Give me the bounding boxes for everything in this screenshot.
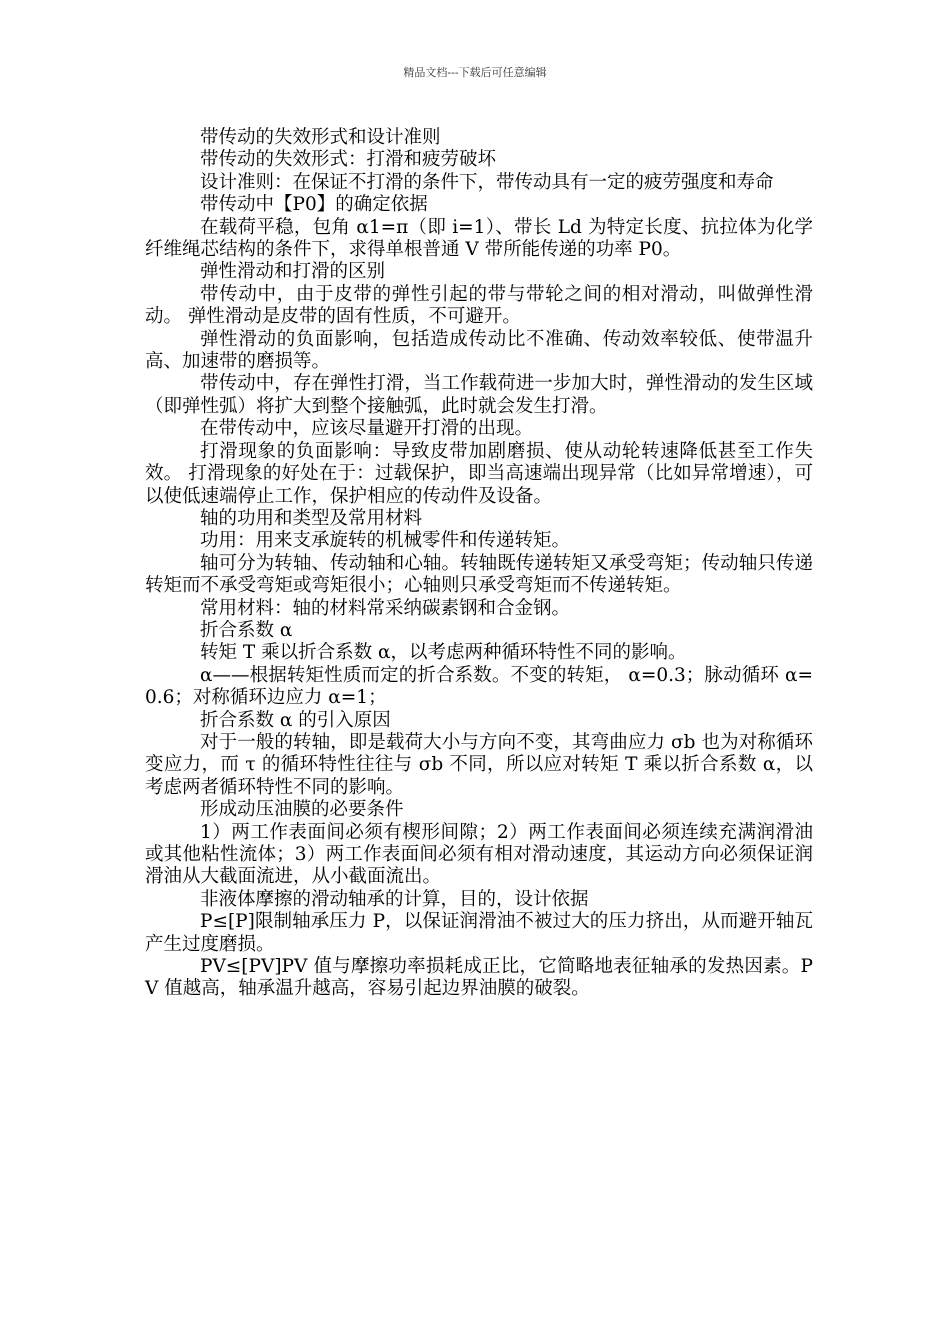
section-heading: 折合系数 α 的引入原因 — [200, 709, 391, 731]
section-heading: 非液体摩擦的滑动轴承的计算，目的，设计依据 — [200, 888, 589, 910]
paragraph: 在带传动中，应该尽量避开打滑的出现。 — [200, 418, 534, 440]
section-heading: 带传动的失效形式和设计准则 — [200, 127, 441, 148]
paragraph: 打滑现象的负面影响：导致皮带加剧磨损、使从动轮转速降低甚至工作失效。 打滑现象的好处在于：过载保护，即当高速端出现异常（比如异常增速），可以使低速端停止工作，保护相应的传动件及设备。 — [145, 440, 813, 507]
section-heading: 折合系数 α — [200, 619, 293, 641]
paragraph: 常用材料：轴的材料常采纳碳素钢和合金钢。 — [200, 597, 571, 619]
paragraph: P≤[P]限制轴承压力 P，以保证润滑油不被过大的压力挤出，从而避开轴瓦产生过度磨损。 — [145, 911, 813, 955]
paragraph: 弹性滑动的负面影响，包括造成传动比不准确、传动效率较低、使带温升高、加速带的磨损等。 — [145, 328, 813, 373]
section-heading: 形成动压油膜的必要条件 — [200, 799, 404, 821]
paragraph: 转矩 T 乘以折合系数 α，以考虑两种循环特性不同的影响。 — [200, 642, 687, 664]
paragraph: α——根据转矩性质而定的折合系数。不变的转矩， α=0.3；脉动循环 α=0.6；对称循环边应力 α=1； — [145, 664, 813, 709]
paragraph: 设计准则：在保证不打滑的条件下，带传动具有一定的疲劳强度和寿命 — [200, 171, 774, 193]
section-heading: 轴的功用和类型及常用材料 — [200, 507, 423, 529]
paragraph: PV≤[PV]PV 值与摩擦功率损耗成正比，它简略地表征轴承的发热因素。PV 值越高，轴承温升越高，容易引起边界油膜的破裂。 — [145, 956, 813, 1000]
section-heading: 带传动中【P0】的确定依据 — [200, 194, 428, 216]
paragraph: 1）两工作表面间必须有楔形间隙；2）两工作表面间必须连续充满润滑油或其他粘性流体；3）两工作表面间必须有相对滑动速度，其运动方向必须保证润滑油从大截面流进，从小截面流出。 — [145, 821, 813, 888]
paragraph: 带传动中，由于皮带的弹性引起的带与带轮之间的相对滑动，叫做弹性滑动。 弹性滑动是皮带的固有性质，不可避开。 — [145, 283, 813, 328]
paragraph: 功用：用来支承旋转的机械零件和传递转矩。 — [200, 530, 571, 552]
paragraph: 对于一般的转轴，即是载荷大小与方向不变，其弯曲应力 σb 也为对称循环变应力，而 τ 的循环特性往往与 σb 不同，所以应对转矩 T 乘以折合系数 α，以考虑两者循环特性不同的影响。 — [145, 731, 813, 798]
paragraph: 在载荷平稳，包角 α1=π（即 i=1）、带长 Ld 为特定长度、抗拉体为化学纤维绳芯结构的条件下，求得单根普通 V 带所能传递的功率 P0。 — [145, 216, 813, 261]
section-heading: 弹性滑动和打滑的区别 — [200, 261, 386, 283]
document-body — [145, 127, 813, 1001]
page-header: 精品文档---下载后可任意编辑 — [403, 66, 547, 79]
paragraph: 带传动的失效形式：打滑和疲劳破坏 — [200, 149, 497, 171]
paragraph: 轴可分为转轴、传动轴和心轴。转轴既传递转矩又承受弯矩；传动轴只传递转矩而不承受弯矩或弯矩很小；心轴则只承受弯矩而不传递转矩。 — [145, 552, 813, 597]
paragraph: 带传动中，存在弹性打滑，当工作载荷进一步加大时，弹性滑动的发生区域（即弹性弧）将扩大到整个接触弧，此时就会发生打滑。 — [145, 373, 813, 417]
